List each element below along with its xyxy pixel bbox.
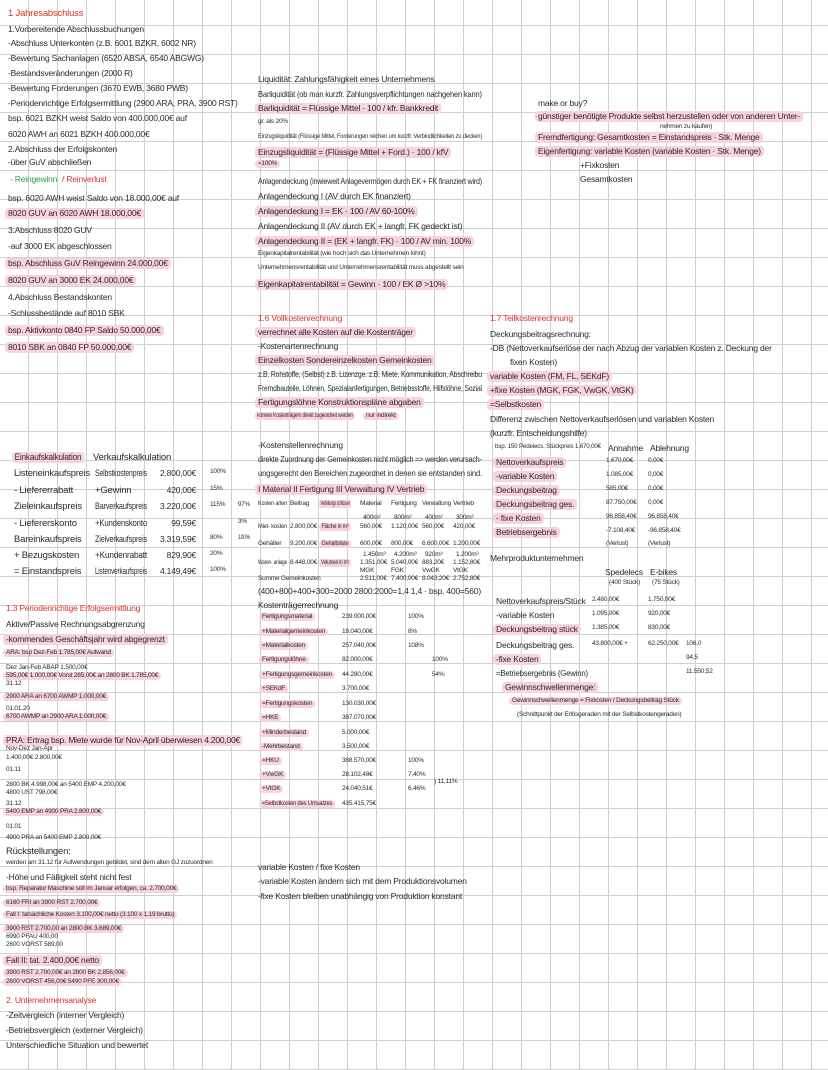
kt-pct2: 54% — [432, 671, 445, 678]
reingewinn-label: - Reingewinn — [10, 174, 58, 184]
perioden-line: 1.3 Periodenrichtige Erfolgsermittlung — [6, 603, 141, 613]
mp-spedelecs: 2.480,00€ — [592, 596, 620, 603]
jahresabschluss-line: 2.Abschluss der Erfolgskonten — [8, 144, 118, 154]
perioden-line: 2600 VORST 456,00€ 5490 PFE 300,00€ — [3, 978, 122, 986]
ek-row: Zieleinkaufspreis — [14, 501, 82, 512]
vk-row-value: 3.319,59€ — [159, 534, 196, 544]
kt-value: 28.102,48€ — [342, 771, 373, 778]
perioden-line: 3900 RST 2.700,00€ an 2800 BK 2.856,00€ — [3, 969, 128, 977]
analyse-line: 2. Unternehmensanalyse — [6, 995, 97, 1005]
bab-cell: 1.152,80€ — [453, 559, 481, 566]
jahresabschluss-line: bsp. 6021 BZKH weist Saldo von 400.000,00€ auf — [8, 113, 187, 123]
db-ablehnung: 0,00€ — [648, 485, 664, 492]
bab-cell: 6.600,00€ — [422, 540, 450, 547]
jahresabschluss-line: -Periodenrichtige Erfolgsermittlung (2900 ARA, PRA, 3900 RST) — [8, 98, 238, 108]
jahresabschluss-line: 1 Jahresabschluss — [8, 8, 84, 19]
bab-header: Kosten arten — [258, 500, 287, 507]
liquiditaet-line: Anlagendeckung (inwieweit Anlagevermögen durch EK + FK finanziert wird) — [258, 176, 482, 186]
jahresabschluss-line: -Bewertung Sachanlagen (6520 ABSA, 6540 ABGWG) — [8, 53, 204, 63]
jahresabschluss-line: 4.Abschluss Bestandskonten — [8, 292, 112, 302]
mp-spedelecs: 43.800,00€ + — [592, 640, 628, 647]
ek-row: - Liefererskonto — [14, 518, 77, 529]
bab-cell: 9.200,00€ — [290, 540, 318, 547]
teilkosten-line: fixen Kosten) — [510, 357, 558, 367]
vk-row-value: 420,00€ — [166, 485, 196, 495]
db-annahme: 87.750,00€ — [606, 499, 637, 506]
vk-row-value: 3.220,00€ — [159, 501, 196, 511]
db-ablehnung: 0,00€ — [648, 499, 664, 506]
perioden-line: ARA: bsp Dez-Feb 1.785,00€ Aufwand — [3, 649, 114, 657]
verkaufskalkulation-title: Verkaufskalkulation — [93, 452, 172, 463]
db-label: Nettoverkaufspreis — [493, 457, 566, 468]
vk-row-pct: 115% — [210, 501, 226, 508]
db-label: Deckungsbeitrag — [493, 485, 560, 496]
liquiditaet-line: Liquidität: Zahlungsfähigkeit eines Unternehmens — [258, 74, 435, 84]
mp-label: Deckungsbeitrag ges. — [496, 640, 575, 650]
kt-pct2: 100% — [432, 656, 448, 663]
vk-row-pct: 100% — [210, 566, 226, 573]
db-ablehnung: 0,00€ — [648, 471, 664, 478]
perioden-line: 01.01.20 — [6, 705, 30, 712]
jahresabschluss-line: 8020 GUV an 3000 EK 24.000,00€ — [5, 275, 136, 286]
perioden-line: PRA: Ertrag bsp. Miete wurde für Nov-April überwiesen 4.200,00€ — [3, 735, 243, 746]
vollkosten-line: nur indirekt — [363, 412, 399, 420]
bab-cell: 8.448,00€ — [290, 559, 318, 566]
ek-row: + Bezugskosten — [14, 550, 80, 561]
db-annahme: -7.108,40€ — [606, 527, 636, 534]
db-annahme: 585,00€ — [606, 485, 629, 492]
bab-volume: 1.450m³ — [363, 551, 386, 558]
kt-label: +Minderbestand — [259, 729, 309, 737]
perioden-line: 1.400,00€ 2.800,00€ — [6, 754, 62, 761]
vollkosten-line: 1.6 Vollkostenrechnung — [258, 313, 342, 323]
perioden-line: 5400 EMP an 4900 PRA 2.800,00€ — [3, 808, 104, 816]
make-or-buy-line: nehmen zu kaufen) — [660, 123, 713, 130]
perioden-line: 6700 AWMP an 2900 ARA 1.000,00€ — [3, 713, 109, 721]
jahresabschluss-line: 8010 SBK an 0840 FP 50.000,00€ — [5, 342, 134, 353]
kt-value: 5.000,00€ — [342, 729, 370, 736]
kt-pct: 8% — [408, 628, 417, 635]
bab-cell: 560,00€ — [422, 523, 445, 530]
db-ablehnung: -96.858,40€ — [648, 527, 681, 534]
kt-label: =HKE — [259, 714, 281, 722]
vk-row-pct: 20% — [210, 550, 223, 557]
kt-label: +VwGK — [259, 771, 286, 779]
kt-value: 387.070,00€ — [342, 714, 376, 721]
perioden-line: Fall II: tat. 2.400,00€ netto — [3, 955, 102, 966]
liquiditaet-line: Barliquidität = Flüssige Mittel · 100 / kfr. Bankkredit — [255, 103, 441, 114]
kt-label: =Fertigungskosten — [259, 700, 315, 708]
bab-cell: Gehaltsliste — [319, 540, 351, 548]
mp-header-sub: (75 Stück) — [652, 579, 680, 586]
kt-value: 388.570,00€ — [342, 757, 376, 764]
bab-volume: 920m³ — [425, 551, 443, 558]
perioden-line: 3900 RST 2.700,00 an 2800 BK 3.689,00€ — [3, 925, 124, 933]
liquiditaet-line: Einzugsliquidität = (Flüssige Mittel + Ford.) · 100 / kfV — [255, 147, 451, 158]
mp-spedelecs: 1.385,00€ — [592, 624, 620, 631]
kt-label: Fertigungslöhne — [259, 656, 309, 664]
teilkosten-line: -DB (Nettoverkaufserlöse der nach Abzug der variablen Kosten z. Deckung der — [490, 343, 772, 353]
ek-row: Bareinkaufspreis — [14, 534, 82, 545]
kt-value: 24.040,51€ — [342, 785, 373, 792]
bab-cell: 883,20€ — [422, 559, 445, 566]
mp-label: -fixe Kosten — [493, 654, 541, 665]
perioden-line: 6990 PFAU 400,00 — [6, 933, 58, 940]
analyse-line: -Zeitvergleich (interner Vergleich) — [6, 1010, 125, 1020]
perioden-line: bsp. Reparatur Maschine soll im Januar erfolgen, ca. 2.700,00€ — [3, 885, 179, 893]
gsm-title: Gewinnschwellenmenge: — [502, 682, 598, 693]
kt-label: +Fertigungsgemeinkosten — [259, 671, 335, 679]
vk-row-label: Zielverkaufspreis — [95, 534, 147, 545]
vk-row-pct2: 97% — [238, 501, 250, 508]
kt-label: +VtGK — [259, 785, 283, 793]
liquiditaet-line: Unternehmensrentabilität und Unternehmensrentabilität muss abgestellt sein — [258, 264, 464, 271]
kt-label: =Selbstkosten des Umsatzes — [259, 800, 335, 808]
kt-pct: 6,46% — [408, 785, 426, 792]
jahresabschluss-line: 8020 GUV an 6020 AWH 18.000,00€ — [5, 208, 144, 219]
db-header: Annahme — [608, 443, 643, 453]
bab-cell: 2.800,00€ — [290, 523, 318, 530]
bab-cell: 7.400,00€ — [391, 575, 419, 582]
vk-row-pct: 15% — [210, 485, 223, 492]
jahresabschluss-line: -Bestandsveränderungen (2000 R) — [8, 68, 133, 78]
perioden-line: 2900 ARA an 6700 AWMP 1.000,00€ — [3, 693, 109, 701]
vollkosten-line: z.B. Rohstoffe, (Selbst) z.B. Lizenzge. z.B. Miete, Kommunikation, Abschreibu — [258, 369, 482, 379]
vk-row-label: +Kundenskonto — [95, 518, 147, 529]
bab-cell: 560,00€ — [360, 523, 383, 530]
perioden-line: werden am 31.12 für Aufwendungen gebildet, sind dem alten GJ zuzuordnen — [6, 859, 213, 866]
perioden-line: 6160 FRI an 3900 RST 2.700,00€ — [3, 899, 100, 907]
kt-value: 435.415,75€ — [342, 800, 376, 807]
jahresabschluss-line: -über GuV abschließen — [8, 157, 92, 167]
vollkosten-line: direkte Zuordnung der Gemeinkosten nicht möglich => werden verursach- — [258, 454, 482, 464]
liquiditaet-line: gr. als 20% — [258, 118, 288, 125]
vollkosten-line: I Material II Fertigung III Verwaltung IV Vertrieb — [255, 484, 427, 495]
mp-header: Spedelecs — [605, 567, 643, 577]
make-or-buy-line: Fremdfertigung: Gesamtkosten = Einstandspreis · Stk. Menge — [535, 132, 763, 143]
mp-extra: 94,5 — [686, 654, 698, 661]
kt-value: 3.700,00€ — [342, 685, 370, 692]
bab-area: 800m² — [394, 514, 412, 521]
bab-volume: 1.200m³ — [456, 551, 479, 558]
kt-value: 82.000,00€ — [342, 656, 373, 663]
vollkosten-line: verrechnet alle Kosten auf die Kostenträger — [255, 327, 416, 338]
bab-volume: 4.200m³ — [394, 551, 417, 558]
kt-label: -Mehrbestand — [259, 743, 303, 751]
jahresabschluss-line: 1.Vorbereitende Abschlussbuchungen — [8, 24, 144, 34]
db-label: - fixe Kosten — [493, 513, 544, 524]
analyse-line: -Betriebsvergleich (externer Vergleich) — [6, 1025, 143, 1035]
teilkosten-line: +fixe Kosten (MGK, FGK, VwGK, VtGK) — [487, 385, 636, 396]
make-or-buy-line: +Fixkosten — [580, 160, 620, 170]
mp-ebikes: 830,00€ — [648, 624, 671, 631]
einkaufskalkulation-title: Einkaufskalkulation — [12, 452, 84, 463]
mp-extra: 106,0 — [686, 640, 702, 647]
kt-value: 257.040,00€ — [342, 642, 376, 649]
vollkosten-line: Kostenträgerrechnung — [258, 600, 339, 610]
bab-area: 400m² — [425, 514, 443, 521]
mp-label: -variable Kosten — [496, 610, 555, 620]
jahresabschluss-line: bsp. 6020 AWH weist Saldo von 18.000,00€ auf — [8, 193, 179, 203]
kt-brace: } 11,11% — [434, 778, 458, 785]
bab-area: 400m² — [363, 514, 381, 521]
vk-row-label: Listenverkaufspreis — [95, 566, 147, 577]
bab-cell: Volumen in m³ — [319, 559, 351, 567]
db-ablehnung: 0,00€ — [648, 457, 664, 464]
jahresabschluss-line: -Schlussbestände auf 8010 SBK — [8, 308, 125, 318]
make-or-buy-line: make or buy? — [538, 98, 588, 108]
variable-fixe-line: -variable Kosten ändern sich mit dem Produktionsvolumen — [258, 876, 467, 886]
gsm-formula: Gewinnschwellenmenge = Fixkosten / Deckungsbeitrag Stück — [509, 697, 682, 705]
vk-row-pct: 100% — [210, 468, 226, 475]
db-annahme: 96.858,40€ — [606, 513, 637, 520]
jahresabschluss-line: -auf 3000 EK abgeschlossen — [8, 241, 112, 251]
vk-row-value: 99,59€ — [171, 518, 196, 528]
bab-cell: 1.120,00€ — [391, 523, 419, 530]
bab-cell: Summe Gemeinkosten — [258, 575, 321, 582]
mp-label: Deckungsbeitrag stück — [493, 624, 581, 635]
gsm-note: (Schnittpunkt der Erlösgeraden mit der Selbstkostengeraden) — [517, 711, 682, 718]
kt-value: 44.280,00€ — [342, 671, 373, 678]
perioden-line: 31.12 — [6, 680, 22, 687]
bab-header: Vertrieb — [453, 500, 474, 507]
perioden-line: -Höhe und Fälligkeit steht nicht fest — [6, 872, 132, 882]
jahresabschluss-line: 3.Abschluss 8020 GUV — [8, 225, 92, 235]
vk-row-label: Selbstkostenpreis — [95, 468, 147, 479]
bab-header: Material — [360, 500, 382, 507]
db-header: bsp. 150 Pedelecs, Stückpreis 1.670,00€ — [495, 443, 601, 450]
db-ablehnung: 96.858,40€ — [648, 513, 679, 520]
bab-cell: 800,00€ — [391, 540, 414, 547]
perioden-line: 4900 PRA an 5400 EMP 2.800,00€ — [6, 834, 102, 841]
vollkosten-line: Fertigungslöhne Konstruktionspläne abgaben — [255, 397, 424, 408]
teilkosten-line: Differenz zwischen Nettoverkaufserlösen und variablen Kosten — [490, 414, 715, 424]
bab-cell: 8.043,20€ — [422, 575, 450, 582]
liquiditaet-line: Anlagendeckung I (AV durch EK finanziert) — [258, 191, 411, 201]
kt-label: +SEKdF — [259, 685, 288, 693]
liquiditaet-line: ≈100% — [255, 160, 280, 168]
mp-label: =Betriebsergebnis (Gewinn) — [496, 668, 588, 678]
perioden-line: 2800 BK 4.998,00€ an 5400 EMP 4.200,00€ — [6, 781, 126, 788]
perioden-line: 01.11 — [6, 766, 21, 773]
vk-row-pct2: 100% — [238, 534, 250, 541]
kt-label: +Materialgemeinkosten — [259, 628, 328, 636]
vollkosten-line: ungsgerecht den Bereichen zugeordnet in denen sie entstanden sind. — [258, 468, 482, 478]
bab-cell: Miet- kosten — [258, 523, 287, 530]
vollkosten-line: können Kostenträgern direkt zugeordnet werden — [255, 412, 355, 420]
vollkosten-line: (400+800+400+300=2000 2800:2000=1,4 1,4 · bsp. 400=560) — [258, 586, 481, 596]
bab-header: Fertigung — [391, 500, 417, 507]
kt-label: =HKU — [259, 757, 282, 765]
mp-ebikes: 920,00€ — [648, 610, 671, 617]
jahresabschluss-line: 6020 AWH an 6021 BZKH 400.000,00€ — [8, 129, 150, 139]
db-label: -variable Kosten — [493, 471, 557, 482]
bab-header: Verteilungs schlüssel — [320, 500, 350, 507]
teilkosten-line: variable Kosten (FM, FL, SEKdF) — [487, 371, 612, 382]
make-or-buy-line: Eigenfertigung: variable Kosten (variable Kosten · Stk. Menge) — [535, 146, 764, 157]
mp-ebikes: 62.250,00€ — [648, 640, 679, 647]
kt-pct: 100% — [408, 757, 424, 764]
ek-row: = Einstandspreis — [14, 566, 82, 577]
make-or-buy-line: günstiger benötigte Produkte selbst herzustellen oder von anderen Unter- — [535, 111, 803, 122]
perioden-line: 595,00€ 1.000,00€ Vorst 285,00€ an 2800 BK 1.785,00€ — [3, 672, 161, 680]
bab-header: Beitrag — [290, 500, 310, 507]
vk-row-label: Barverkaufspreis — [95, 501, 148, 512]
vollkosten-line: -Kostenartenrechnung — [258, 341, 339, 351]
bab-cell: 1.351,00€ — [360, 559, 388, 566]
kt-pct: 7,40% — [408, 771, 426, 778]
db-ablehnung: (Verlust) — [648, 540, 671, 547]
perioden-line: 01.01 — [6, 823, 22, 830]
kt-value: 3.500,00€ — [342, 743, 370, 750]
bab-cell: 600,00€ — [360, 540, 383, 547]
vk-row-label: +Gewinn — [95, 485, 132, 496]
kt-value: 19.040,00€ — [342, 628, 373, 635]
bab-abbr: MGK — [360, 567, 375, 574]
perioden-line: Nov-Dez Jan-Apr — [6, 745, 53, 752]
perioden-line: Aktive/Passive Rechnungsabgrenzung — [6, 619, 145, 629]
perioden-line: 31.12 — [6, 800, 22, 807]
teilkosten-line: 1.7 Teilkostenrechnung — [490, 313, 573, 323]
ek-row: Listeneinkaufspreis — [14, 468, 90, 479]
bab-cell: Gehälter — [258, 540, 282, 547]
analyse-line: Unterschiedliche Situation und bewertet — [6, 1040, 148, 1050]
vk-row-label: +Kundenrabatt — [95, 550, 148, 561]
bab-cell: Fläche in m² — [319, 523, 351, 531]
jahresabschluss-line: bsp. Abschluss GuV Reingewinn 24.000,00€ — [5, 258, 171, 269]
bab-header: Verwaltung — [422, 500, 451, 507]
kt-label: Fertigungsmaterial — [259, 613, 315, 621]
perioden-line: Dez Jan-Feb ABAP 1.500,00€ — [6, 664, 88, 671]
bab-cell: 420,00€ — [453, 523, 476, 530]
variable-fixe-line: -fixe Kosten bleiben unabhängig von Produktion konstant — [258, 891, 463, 901]
db-annahme: (Verlust) — [606, 540, 629, 547]
mp-ebikes: 1.750,00€ — [648, 596, 676, 603]
perioden-line: -kommendes Geschäftsjahr wird abgegrenzt — [3, 634, 168, 645]
liquiditaet-line: Einzugsliquidität (Flüssige Mittel, Forderungen reichen um kurzfr. Verbindlichkeiten zu decken) — [258, 133, 483, 140]
bab-cell: 2.752,80€ — [453, 575, 481, 582]
teilkosten-line: =Selbstkosten — [487, 399, 544, 410]
vollkosten-line: Einzelkosten Sondereinzelkosten Gemeinkosten — [255, 355, 435, 366]
perioden-line: 4800 UST 798,00€ — [6, 789, 58, 796]
db-label: Betriebsergebnis — [493, 527, 560, 538]
perioden-line: 2600 VORST 589,00 — [6, 941, 63, 948]
variable-fixe-line: variable Kosten / fixe Kosten — [258, 862, 360, 872]
bab-cell: 2.511,00€ — [360, 575, 387, 582]
reinverlust-label: / Reinverlust — [62, 174, 107, 184]
liquiditaet-line: Anlagendeckung I = EK · 100 / AV 60-100% — [255, 206, 418, 217]
teilkosten-line: Deckungsbeitragsrechnung: — [490, 329, 591, 339]
db-label: Deckungsbeitrag ges. — [493, 499, 577, 510]
ek-row: - Liefererrabatt — [14, 485, 74, 496]
vollkosten-line: -Kostenstellenrechnung — [258, 440, 343, 450]
vk-row-value: 829,90€ — [166, 550, 196, 560]
vk-row-value: 2.800,00€ — [159, 468, 196, 478]
bab-abbr: FGK — [391, 567, 404, 574]
kt-pct: 100% — [408, 613, 424, 620]
bab-cell: Waren- anlage — [258, 559, 288, 566]
vollkosten-line: Fremdbauteile, Löhnen, Spezialanfertigungen, Betriebsstoffe, Hilfslöhne, Sozial — [258, 383, 482, 393]
liquiditaet-line: Anlagendeckung II (AV durch EK + langfr. FK gedeckt ist) — [258, 221, 463, 231]
mp-header: E-bikes — [650, 567, 677, 577]
liquiditaet-line: Eigenkapitalrentabilität (wie hoch sich das Unternehmen lohnt) — [258, 250, 426, 257]
jahresabschluss-line: -Bewertung Forderungen (3670 EWB, 3680 PWB) — [8, 83, 188, 93]
bab-cell: 5.040,00€ — [391, 559, 419, 566]
kt-label: =Materialkosten — [259, 642, 308, 650]
mp-extra: 11.550,52 — [686, 668, 713, 675]
liquiditaet-line: Eigenkapitalrentabilität = Gewinn · 100 / EK Ø >10% — [255, 279, 448, 290]
bab-abbr: VwGK — [422, 567, 440, 574]
bab-area: 300m² — [456, 514, 474, 521]
db-annahme: 1.085,00€ — [606, 471, 634, 478]
db-annahme: 1.670,00€ — [606, 457, 634, 464]
teilkosten-line: (kurzfr. Entscheidungshilfe) — [490, 428, 587, 438]
perioden-line: Rückstellungen: — [6, 846, 71, 857]
kt-pct: 108% — [408, 642, 424, 649]
jahresabschluss-line: bsp. Aktivkonto 0840 FP Saldo 50.000,00€ — [5, 325, 164, 336]
vk-row-pct: 80% — [210, 534, 223, 541]
jahresabschluss-line: -Abschluss Unterkonten (z.B. 6001 BZKR, 6002 NR) — [8, 38, 196, 48]
kt-value: 239.000,00€ — [342, 613, 376, 620]
mp-label: Nettoverkaufspreis/Stück — [496, 596, 586, 606]
kt-value: 130.030,00€ — [342, 700, 376, 707]
vk-row-value: 4.149,49€ — [159, 566, 196, 576]
make-or-buy-line: Gesamtkosten — [580, 174, 633, 184]
vk-row-pct2: 3% — [238, 518, 247, 525]
bab-cell: 1.200,00€ — [453, 540, 481, 547]
liquiditaet-line: Barliquidität (ob man kurzfr. Zahlungsverpflichtungen nachgehen kann) — [258, 89, 482, 99]
mp-spedelecs: 1.095,00€ — [592, 610, 620, 617]
teilkosten-line: Mehrproduktunternehmen — [490, 553, 584, 563]
db-header: Ablehnung — [650, 443, 689, 453]
bab-abbr: VtGK — [453, 567, 468, 574]
liquiditaet-line: Anlagendeckung II = (EK + langfr. FK) · 100 / AV min. 100% — [255, 236, 474, 247]
mp-header-sub: (400 Stück) — [609, 579, 641, 586]
perioden-line: Fall I: tatsächliche Kosten 3.100,00€ netto (3.100 x 1,19 brutto) — [3, 911, 177, 919]
